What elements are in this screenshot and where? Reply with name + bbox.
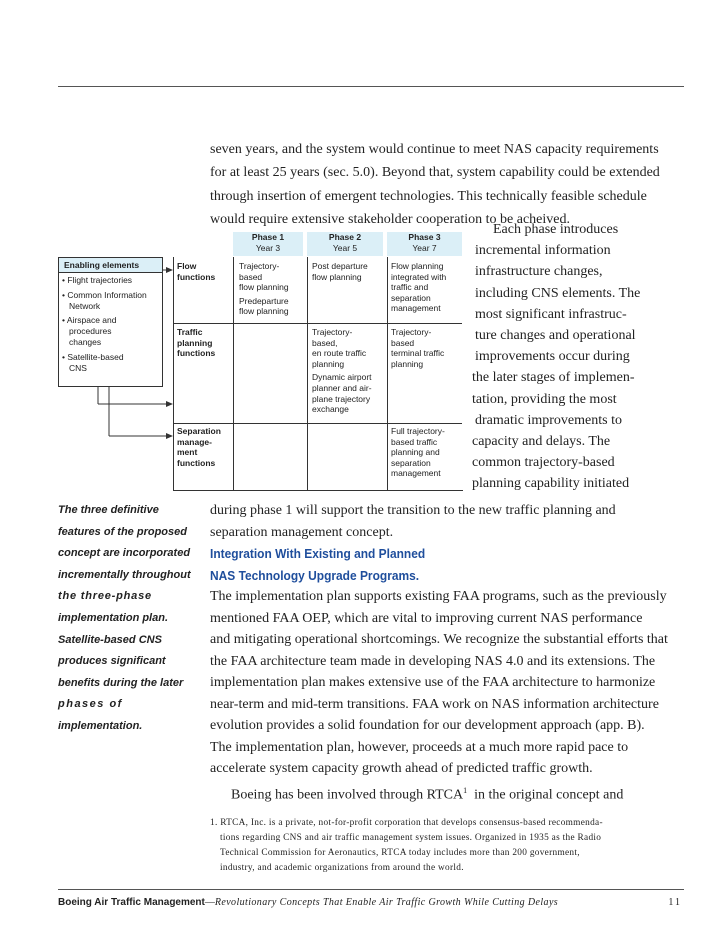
enabling-item: • Airspace and procedures changes xyxy=(62,315,117,347)
text-line: The implementation plan, however, proceeds at a much more rapid pace to xyxy=(210,739,629,755)
figure-caption: The three definitive features of the proposed concept are incorporated incrementally throughout the three-phase implementation plan. Satellite-based CNS produces significant benefits during the later phases of implementation. xyxy=(58,504,191,732)
text-line: near-term and mid-term transitions. FAA work on NAS information architecture xyxy=(210,696,659,712)
text-line: tation, providing the most xyxy=(472,391,617,407)
table-cell: Post departure flow planning xyxy=(312,261,368,282)
page-footer: Boeing Air Traffic Management—Revolutionary Concepts That Enable Air Traffic Growth While Cutting Delays 11 xyxy=(58,897,682,908)
text-line: the FAA architecture team made in developing NAS 4.0 and its extensions. The xyxy=(210,653,656,669)
text-line: through insertion of emergent technologies. This technically feasible schedule xyxy=(210,188,647,204)
text-line: improvements occur during xyxy=(475,349,630,365)
text-line: dramatic improvements to xyxy=(475,412,622,428)
text-line: The implementation plan supports existing FAA programs, such as the previously xyxy=(210,589,667,604)
row-label-separation: Separation manage- ment functions xyxy=(177,426,221,468)
section-heading: Integration With Existing and Planned xyxy=(210,546,426,561)
section-heading: NAS Technology Upgrade Programs. xyxy=(210,567,420,583)
text-line: separation management concept. xyxy=(210,524,394,540)
phase-1-header: Phase 1 Year 3 xyxy=(233,232,303,256)
text-line: capacity and delays. The xyxy=(472,434,611,450)
top-rule xyxy=(58,86,684,87)
text-line: most significant infrastruc- xyxy=(475,306,627,322)
text-line: Boeing has been involved through RTCA$^1$ in the original concept and xyxy=(231,785,624,803)
text-line: Each phase introduces xyxy=(493,222,619,237)
text-line: would require extensive stakeholder cooperation to be acheived. xyxy=(210,211,570,227)
table-cell: Trajectory- based terminal traffic planning xyxy=(391,327,445,369)
table-cell: Flow planning integrated with traffic and separation management xyxy=(391,261,447,314)
table-divider xyxy=(307,257,308,490)
enabling-item: • Common Information Network xyxy=(62,289,147,311)
enabling-item: • Flight trajectories xyxy=(62,275,133,285)
text-line: seven years, and the system would continue to meet NAS capacity requirements xyxy=(210,142,659,157)
phase-3-header: Phase 3 Year 7 xyxy=(387,232,462,256)
text-line: mentioned FAA OEP, which are vital to improving current NAS performance xyxy=(210,610,643,626)
text-line: for at least 25 years (sec. 5.0). Beyond that, system capability could be extended xyxy=(210,165,660,181)
footer-title: Boeing Air Traffic Management xyxy=(58,897,205,908)
text-line: incremental information xyxy=(475,243,611,259)
text-line: infrastructure changes, xyxy=(475,264,603,280)
table-cell: Full trajectory- based traffic planning and separation management xyxy=(391,426,445,479)
text-line: evolution provides a solid foundation for our development approach (app. B). xyxy=(210,718,645,733)
side-paragraph xyxy=(472,219,648,495)
table-divider xyxy=(173,423,462,424)
footer-rule xyxy=(58,889,684,890)
enabling-elements-title: Enabling elements xyxy=(59,258,162,273)
footer-subtitle: Revolutionary Concepts That Enable Air Traffic Growth While Cutting Delays xyxy=(214,897,559,908)
body-text xyxy=(210,500,668,806)
table-cell: Trajectory- based, en route traffic planning Dynamic airport planner and air- plane trajectory exchange xyxy=(312,327,372,415)
table-divider xyxy=(387,257,388,490)
table-divider xyxy=(173,323,462,324)
text-line: including CNS elements. The xyxy=(475,285,641,301)
text-line: and mitigating operational shortcomings. We recognize the substantial efforts that xyxy=(210,632,668,647)
row-label-traffic: Traffic planning functions xyxy=(177,327,216,359)
row-label-flow: Flow functions xyxy=(177,261,216,282)
footnote-ref: 1 xyxy=(463,785,468,795)
enabling-elements-box xyxy=(58,257,163,387)
text-line: accelerate system capacity growth ahead of predicted traffic growth. xyxy=(210,761,593,776)
text-line: ture changes and operational xyxy=(475,328,636,344)
table-cell: Trajectory- based flow planning Predeparture flow planning xyxy=(239,261,289,317)
text-line: common trajectory-based xyxy=(472,455,615,471)
intro-paragraph xyxy=(210,138,660,231)
footnote: 1. RTCA, Inc. is a private, not-for-profit corporation that develops consensus-based recommenda- tions regarding CNS and air traffic management system issues. Organized in 1935 as the Radio Technical Commission for Aeronautics, RTCA today includes more than 200 government, industry, and academic organizations from around the world. xyxy=(210,818,603,873)
text-line: planning capability initiated xyxy=(472,476,630,492)
text-line: during phase 1 will support the transition to the new traffic planning and xyxy=(210,503,616,518)
text-line: the later stages of implemen- xyxy=(472,370,635,386)
text-line: implementation plan makes extensive use of the FAA architecture to harmonize xyxy=(210,675,656,690)
enabling-item: • Satellite-based CNS xyxy=(62,351,124,373)
page-number: 11 xyxy=(668,897,682,908)
table-divider xyxy=(233,257,234,490)
phase-2-header: Phase 2 Year 5 xyxy=(307,232,383,256)
